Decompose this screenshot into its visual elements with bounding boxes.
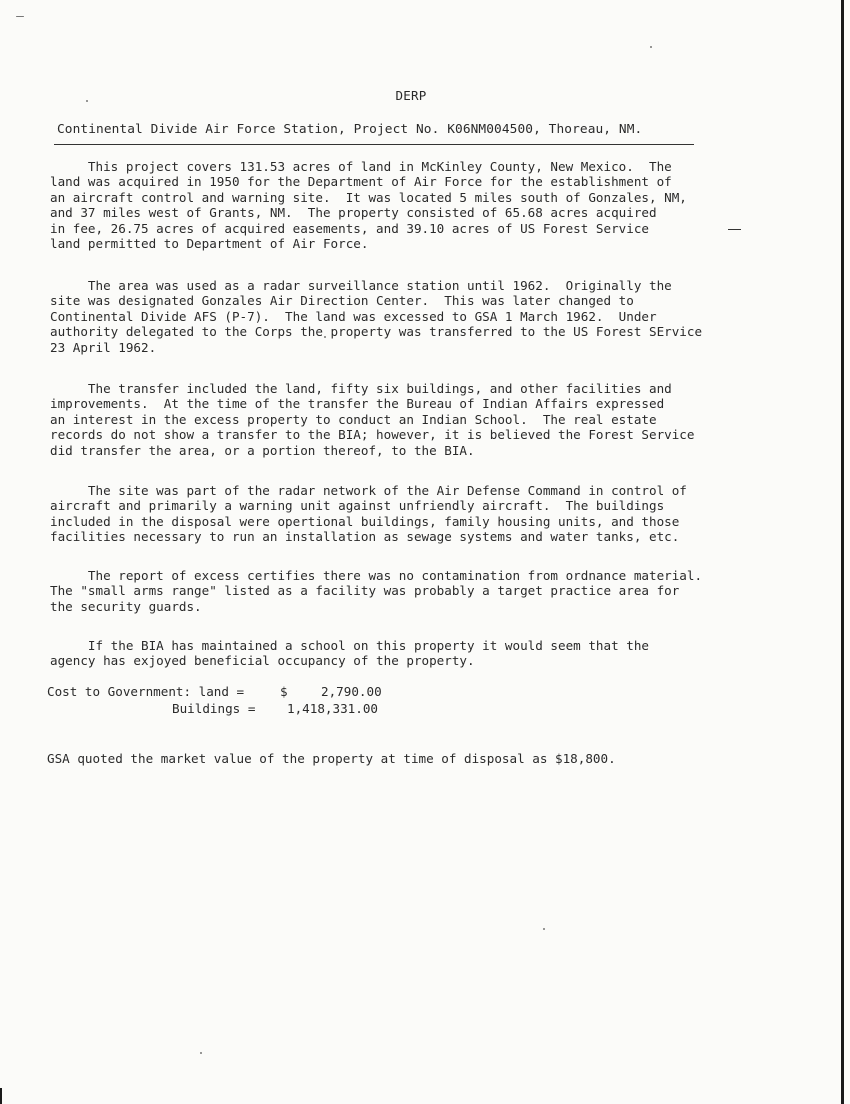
paragraph-line: the security guards. <box>50 598 202 614</box>
scan-speck <box>650 46 652 48</box>
paragraph-line: If the BIA has maintained a school on this property it would seem that the <box>50 638 649 653</box>
paragraph-4 <box>50 483 780 545</box>
subject-line-text: Continental Divide Air Force Station, Project No. K06NM004500, Thoreau, NM. <box>57 122 643 137</box>
paragraph-line: facilities necessary to run an installation as sewage systems and water tanks, etc. <box>50 529 680 545</box>
paragraph-6 <box>50 638 780 669</box>
paragraph-line: did transfer the area, or a portion thereof, to the BIA. <box>50 442 475 458</box>
cost-buildings-label: Buildings = <box>172 701 256 716</box>
paragraph-line: The transfer included the land, fifty six buildings, and other facilities and <box>50 381 672 396</box>
closing-statement: GSA quoted the market value of the property at time of disposal as $18,800. <box>47 751 616 766</box>
scan-speck <box>543 928 545 930</box>
paragraph-line: agency has exjoyed beneficial occupancy of the property. <box>50 653 475 669</box>
paragraph-line: land permitted to Department of Air Force. <box>50 236 369 252</box>
paragraph-line: 23 April 1962. <box>50 339 157 355</box>
cost-land-label: Cost to Government: land = <box>47 684 245 699</box>
cost-currency: $ <box>280 684 288 699</box>
cost-land-value: 2,790.00 <box>321 684 382 699</box>
paragraph-line: and 37 miles west of Grants, NM. The property consisted of 65.68 acres acquired <box>50 205 657 221</box>
paragraph-5 <box>50 568 780 614</box>
paragraph-3 <box>50 381 780 458</box>
paragraph-2 <box>50 278 780 355</box>
paragraph-line: land was acquired in 1950 for the Department of Air Force for the establishment of <box>50 174 672 190</box>
paragraph-line: included in the disposal were opertional buildings, family housing units, and those <box>50 513 680 529</box>
paragraph-line: an interest in the excess property to conduct an Indian School. The real estate <box>50 411 657 427</box>
paragraph-1 <box>50 159 780 251</box>
paragraph-line: The report of excess certifies there was no contamination from ordnance material. <box>50 568 703 583</box>
scan-edge <box>841 0 844 1104</box>
scan-speck <box>16 16 24 17</box>
document-header <box>0 88 850 103</box>
scan-mark <box>0 1088 2 1104</box>
paragraph-line: authority delegated to the Corps the property was transferred to the US Forest SErvice <box>50 324 703 340</box>
subject-underline <box>54 144 694 145</box>
paragraph-line: records do not show a transfer to the BIA; however, it is believed the Forest Service <box>50 427 695 443</box>
paragraph-line: improvements. At the time of the transfer the Bureau of Indian Affairs expressed <box>50 396 665 412</box>
paragraph-line: aircraft and primarily a warning unit against unfriendly aircraft. The buildings <box>50 498 665 514</box>
paragraph-line: site was designated Gonzales Air Direction Center. This was later changed to <box>50 293 634 309</box>
paragraph-line: This project covers 131.53 acres of land in McKinley County, New Mexico. The <box>50 159 672 174</box>
paragraph-line: The "small arms range" listed as a facility was probably a target practice area for <box>50 583 680 599</box>
paragraph-line: Continental Divide AFS (P-7). The land was excessed to GSA 1 March 1962. Under <box>50 308 657 324</box>
header-text: DERP <box>395 88 427 103</box>
paragraph-line: The site was part of the radar network of the Air Defense Command in control of <box>50 483 687 498</box>
paragraph-line: an aircraft control and warning site. It was located 5 miles south of Gonzales, NM, <box>50 189 687 205</box>
paragraph-line: in fee, 26.75 acres of acquired easements, and 39.10 acres of US Forest Service <box>50 220 649 236</box>
cost-buildings-value: 1,418,331.00 <box>287 701 378 716</box>
paragraph-line: The area was used as a radar surveillance station until 1962. Originally the <box>50 278 672 293</box>
scan-speck <box>200 1052 202 1054</box>
